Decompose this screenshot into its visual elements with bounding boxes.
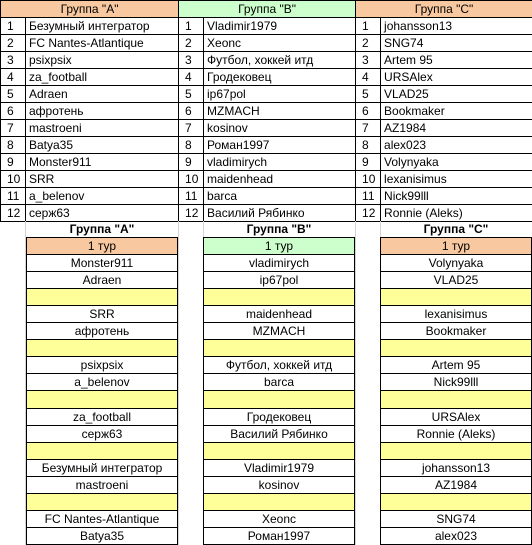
player-number-cell[interactable]: 5 — [356, 86, 381, 103]
match-row — [27, 408, 178, 425]
player-name-cell[interactable]: Xeonc — [204, 35, 356, 52]
match-row — [27, 255, 178, 272]
schedule-group-a — [26, 221, 178, 545]
player-name-cell[interactable]: FC Nantes-Atlantique — [26, 35, 179, 52]
round-row — [27, 238, 178, 255]
separator-row — [27, 340, 178, 357]
player-number-cell[interactable]: 10 — [179, 171, 204, 188]
schedule-title-row — [204, 221, 355, 238]
player-name-cell[interactable]: SRR — [26, 171, 179, 188]
match-player-cell[interactable]: Monster911 — [27, 255, 178, 272]
match-player-cell[interactable]: Volynyaka — [381, 255, 532, 272]
separator-cell[interactable] — [381, 289, 532, 306]
roster-row — [1, 52, 532, 69]
roster-row — [1, 171, 532, 188]
match-player-cell[interactable]: серж63 — [27, 425, 178, 442]
match-row — [204, 323, 355, 340]
match-player-cell[interactable]: AZ1984 — [381, 476, 532, 493]
separator-row — [381, 289, 532, 306]
roster-row — [1, 18, 532, 35]
roster-row — [1, 205, 532, 222]
match-row — [381, 527, 532, 544]
gridline — [178, 221, 179, 545]
schedule-group-c — [380, 221, 532, 545]
match-row — [381, 357, 532, 374]
match-row — [381, 425, 532, 442]
player-name-cell[interactable]: Bookmaker — [381, 103, 532, 120]
match-player-cell[interactable]: Гродековец — [204, 408, 355, 425]
match-row — [27, 459, 178, 476]
player-name-cell[interactable]: Василий Рябинко — [204, 205, 356, 222]
player-name-cell[interactable]: VLAD25 — [381, 86, 532, 103]
player-number-cell[interactable]: 8 — [356, 137, 381, 154]
match-player-cell[interactable]: Роман1997 — [204, 527, 355, 544]
match-player-cell[interactable]: barca — [204, 374, 355, 391]
match-player-cell[interactable]: Artem 95 — [381, 357, 532, 374]
roster-row — [1, 120, 532, 137]
separator-row — [204, 442, 355, 459]
player-name-cell[interactable]: ip67pol — [204, 86, 356, 103]
match-row — [204, 527, 355, 544]
player-number-cell[interactable]: 12 — [179, 205, 204, 222]
player-name-cell[interactable]: SNG74 — [381, 35, 532, 52]
match-row — [204, 459, 355, 476]
separator-row — [27, 442, 178, 459]
match-row — [381, 476, 532, 493]
player-name-cell[interactable]: AZ1984 — [381, 120, 532, 137]
separator-cell[interactable] — [27, 391, 178, 408]
player-name-cell[interactable]: kosinov — [204, 120, 356, 137]
separator-row — [27, 289, 178, 306]
match-row — [204, 476, 355, 493]
match-player-cell[interactable]: MZMACH — [204, 323, 355, 340]
roster-row — [1, 103, 532, 120]
schedule-group-b — [203, 221, 355, 545]
separator-cell[interactable] — [381, 442, 532, 459]
player-number-cell[interactable]: 3 — [179, 52, 204, 69]
match-row — [381, 255, 532, 272]
player-name-cell[interactable]: Monster911 — [26, 154, 179, 171]
match-row — [381, 510, 532, 527]
separator-cell[interactable] — [27, 442, 178, 459]
player-name-cell[interactable]: Artem 95 — [381, 52, 532, 69]
match-row — [27, 323, 178, 340]
match-row — [204, 357, 355, 374]
player-number-cell[interactable]: 5 — [1, 86, 26, 103]
player-name-cell[interactable]: Vladimir1979 — [204, 18, 356, 35]
player-number-cell[interactable]: 7 — [1, 120, 26, 137]
separator-cell[interactable] — [204, 340, 355, 357]
player-number-cell[interactable]: 6 — [179, 103, 204, 120]
match-row — [204, 425, 355, 442]
player-number-cell[interactable]: 6 — [356, 103, 381, 120]
separator-cell[interactable] — [381, 340, 532, 357]
match-player-cell[interactable]: psixpsix — [27, 357, 178, 374]
match-player-cell[interactable]: Vladimir1979 — [204, 459, 355, 476]
match-row — [204, 374, 355, 391]
player-number-cell[interactable]: 10 — [356, 171, 381, 188]
player-name-cell[interactable]: URSAlex — [381, 69, 532, 86]
match-player-cell[interactable]: афротень — [27, 323, 178, 340]
roster-row — [1, 154, 532, 171]
player-name-cell[interactable]: Безумный интегратор — [26, 18, 179, 35]
match-player-cell[interactable]: SNG74 — [381, 510, 532, 527]
player-number-cell[interactable]: 10 — [1, 171, 26, 188]
match-row — [381, 408, 532, 425]
player-number-cell[interactable]: 8 — [1, 137, 26, 154]
match-row — [381, 459, 532, 476]
match-row — [27, 272, 178, 289]
round-row — [204, 238, 355, 255]
separator-row — [204, 391, 355, 408]
player-name-cell[interactable]: Гродековец — [204, 69, 356, 86]
player-name-cell[interactable]: psixpsix — [26, 52, 179, 69]
player-number-cell[interactable]: 9 — [179, 154, 204, 171]
match-row — [27, 476, 178, 493]
match-player-cell[interactable]: Bookmaker — [381, 323, 532, 340]
match-player-cell[interactable]: Batya35 — [27, 527, 178, 544]
roster-row — [1, 35, 532, 52]
player-number-cell[interactable]: 9 — [1, 154, 26, 171]
player-number-cell[interactable]: 3 — [1, 52, 26, 69]
separator-row — [381, 493, 532, 510]
player-name-cell[interactable]: афротень — [26, 103, 179, 120]
roster-row — [1, 69, 532, 86]
roster-table — [0, 0, 532, 222]
player-name-cell[interactable]: Футбол, хоккей итд — [204, 52, 356, 69]
separator-cell[interactable] — [27, 493, 178, 510]
separator-cell[interactable] — [204, 493, 355, 510]
player-number-cell[interactable]: 12 — [1, 205, 26, 222]
match-player-cell[interactable]: lexanisimus — [381, 306, 532, 323]
group-b-header[interactable]: Группа "В" — [179, 1, 356, 18]
player-number-cell[interactable]: 2 — [1, 35, 26, 52]
match-player-cell[interactable]: ip67pol — [204, 272, 355, 289]
separator-cell[interactable] — [381, 391, 532, 408]
player-name-cell[interactable]: maidenhead — [204, 171, 356, 188]
separator-row — [204, 493, 355, 510]
player-name-cell[interactable]: lexanisimus — [381, 171, 532, 188]
roster-header-row — [1, 1, 532, 18]
separator-cell[interactable] — [204, 442, 355, 459]
separator-row — [204, 289, 355, 306]
player-number-cell[interactable]: 1 — [356, 18, 381, 35]
player-name-cell[interactable]: MZMACH — [204, 103, 356, 120]
player-name-cell[interactable]: Adraen — [26, 86, 179, 103]
match-player-cell[interactable]: vladimirych — [204, 255, 355, 272]
match-player-cell[interactable]: a_belenov — [27, 374, 178, 391]
player-number-cell[interactable]: 7 — [179, 120, 204, 137]
player-name-cell[interactable]: a_belenov — [26, 188, 179, 205]
match-player-cell[interactable]: Футбол, хоккей итд — [204, 357, 355, 374]
match-row — [381, 272, 532, 289]
match-row — [381, 323, 532, 340]
round-label[interactable]: 1 тур — [381, 238, 532, 255]
match-player-cell[interactable]: Adraen — [27, 272, 178, 289]
gridline — [355, 221, 356, 545]
player-name-cell[interactable]: za_football — [26, 69, 179, 86]
player-number-cell[interactable]: 8 — [179, 137, 204, 154]
player-name-cell[interactable]: Nick99lll — [381, 188, 532, 205]
match-row — [27, 425, 178, 442]
match-player-cell[interactable]: SRR — [27, 306, 178, 323]
schedule-group-title[interactable]: Группа "С" — [423, 222, 489, 237]
match-player-cell[interactable]: Xeonc — [204, 510, 355, 527]
roster-row — [1, 86, 532, 103]
player-name-cell[interactable]: johansson13 — [381, 18, 532, 35]
player-name-cell[interactable]: Batya35 — [26, 137, 179, 154]
player-number-cell[interactable]: 4 — [1, 69, 26, 86]
schedule-title-row — [27, 221, 178, 238]
player-number-cell[interactable]: 1 — [179, 18, 204, 35]
player-number-cell[interactable]: 4 — [179, 69, 204, 86]
match-player-cell[interactable]: alex023 — [381, 527, 532, 544]
player-number-cell[interactable]: 7 — [356, 120, 381, 137]
player-number-cell[interactable]: 11 — [356, 188, 381, 205]
match-player-cell[interactable]: johansson13 — [381, 459, 532, 476]
match-row — [27, 527, 178, 544]
player-number-cell[interactable]: 2 — [356, 35, 381, 52]
player-number-cell[interactable]: 11 — [1, 188, 26, 205]
player-number-cell[interactable]: 5 — [179, 86, 204, 103]
separator-row — [381, 391, 532, 408]
match-row — [204, 510, 355, 527]
match-row — [204, 408, 355, 425]
match-row — [381, 306, 532, 323]
match-player-cell[interactable]: Безумный интегратор — [27, 459, 178, 476]
separator-cell[interactable] — [27, 340, 178, 357]
player-name-cell[interactable]: mastroeni — [26, 120, 179, 137]
player-number-cell[interactable]: 12 — [356, 205, 381, 222]
separator-row — [27, 391, 178, 408]
player-number-cell[interactable]: 3 — [356, 52, 381, 69]
separator-row — [27, 493, 178, 510]
separator-row — [381, 340, 532, 357]
match-player-cell[interactable]: VLAD25 — [381, 272, 532, 289]
match-player-cell[interactable]: mastroeni — [27, 476, 178, 493]
match-player-cell[interactable]: Ronnie (Aleks) — [381, 425, 532, 442]
player-number-cell[interactable]: 9 — [356, 154, 381, 171]
group-a-header[interactable]: Группа "А" — [1, 1, 179, 18]
separator-cell[interactable] — [381, 493, 532, 510]
match-row — [381, 374, 532, 391]
match-row — [27, 374, 178, 391]
player-name-cell[interactable]: alex023 — [381, 137, 532, 154]
match-row — [27, 357, 178, 374]
group-c-header[interactable]: Группа "С" — [356, 1, 532, 18]
player-number-cell[interactable]: 11 — [179, 188, 204, 205]
player-name-cell[interactable]: Volynyaka — [381, 154, 532, 171]
schedule-group-title[interactable]: Группа "А" — [69, 222, 135, 237]
roster-row — [1, 188, 532, 205]
match-row — [204, 255, 355, 272]
match-row — [204, 272, 355, 289]
match-player-cell[interactable]: URSAlex — [381, 408, 532, 425]
round-label[interactable]: 1 тур — [204, 238, 355, 255]
match-player-cell[interactable]: FC Nantes-Atlantique — [27, 510, 178, 527]
match-player-cell[interactable]: Nick99lll — [381, 374, 532, 391]
separator-row — [204, 340, 355, 357]
player-number-cell[interactable]: 2 — [179, 35, 204, 52]
match-player-cell[interactable]: maidenhead — [204, 306, 355, 323]
match-row — [27, 510, 178, 527]
player-name-cell[interactable]: серж63 — [26, 205, 179, 222]
separator-cell[interactable] — [204, 391, 355, 408]
separator-cell[interactable] — [204, 289, 355, 306]
match-row — [204, 306, 355, 323]
separator-cell[interactable] — [27, 289, 178, 306]
match-player-cell[interactable]: Василий Рябинко — [204, 425, 355, 442]
player-name-cell[interactable]: barca — [204, 188, 356, 205]
separator-row — [381, 442, 532, 459]
match-player-cell[interactable]: za_football — [27, 408, 178, 425]
match-player-cell[interactable]: kosinov — [204, 476, 355, 493]
schedule-group-title[interactable]: Группа "В" — [246, 222, 312, 237]
round-row — [381, 238, 532, 255]
schedule-title-row — [381, 221, 532, 238]
player-number-cell[interactable]: 6 — [1, 103, 26, 120]
player-number-cell[interactable]: 1 — [1, 18, 26, 35]
player-name-cell[interactable]: vladimirych — [204, 154, 356, 171]
match-row — [27, 306, 178, 323]
player-name-cell[interactable]: Роман1997 — [204, 137, 356, 154]
roster-row — [1, 137, 532, 154]
player-number-cell[interactable]: 4 — [356, 69, 381, 86]
round-label[interactable]: 1 тур — [27, 238, 178, 255]
player-name-cell[interactable]: Ronnie (Aleks) — [381, 205, 532, 222]
